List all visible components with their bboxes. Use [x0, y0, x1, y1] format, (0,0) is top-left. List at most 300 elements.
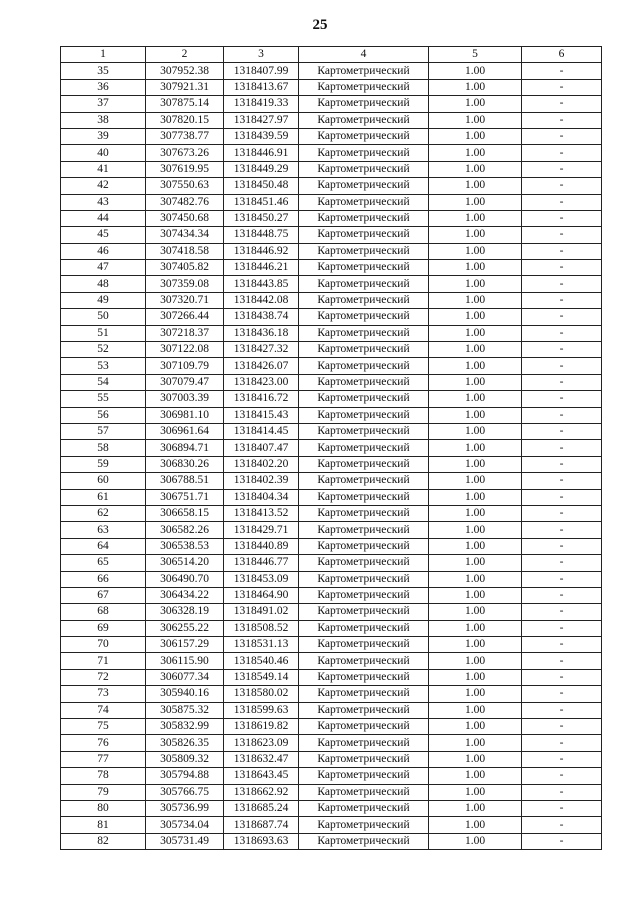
table-cell: 306894.71	[146, 440, 224, 456]
table-cell: 54	[61, 374, 146, 390]
table-cell: 77	[61, 751, 146, 767]
table-cell: 307820.15	[146, 112, 224, 128]
table-cell: -	[522, 161, 602, 177]
table-cell: 50	[61, 309, 146, 325]
table-cell: Картометрический	[299, 325, 429, 341]
table-row	[61, 669, 602, 685]
table-cell: 1318439.59	[224, 128, 299, 144]
table-cell: -	[522, 768, 602, 784]
table-cell: 307359.08	[146, 276, 224, 292]
table-cell: 71	[61, 653, 146, 669]
table-cell: Картометрический	[299, 719, 429, 735]
table-cell: 1.00	[429, 96, 522, 112]
table-cell: 1318446.21	[224, 260, 299, 276]
table-row	[61, 128, 602, 144]
table-cell: -	[522, 571, 602, 587]
table-cell: 306658.15	[146, 505, 224, 521]
table-cell: -	[522, 833, 602, 849]
table-cell: 1318623.09	[224, 735, 299, 751]
table-cell: 1.00	[429, 817, 522, 833]
table-cell: -	[522, 555, 602, 571]
table-cell: Картометрический	[299, 702, 429, 718]
table-cell: 1318414.45	[224, 423, 299, 439]
table-row	[61, 833, 602, 849]
table-cell: -	[522, 342, 602, 358]
table-cell: 1318448.75	[224, 227, 299, 243]
table-cell: 1.00	[429, 702, 522, 718]
table-cell: 1318446.92	[224, 243, 299, 259]
table-cell: 64	[61, 538, 146, 554]
table-cell: -	[522, 276, 602, 292]
table-cell: 1318491.02	[224, 604, 299, 620]
table-cell: 1318442.08	[224, 292, 299, 308]
table-cell: 1.00	[429, 735, 522, 751]
table-cell: 307952.38	[146, 63, 224, 79]
table-row	[61, 555, 602, 571]
table-cell: -	[522, 505, 602, 521]
table-row	[61, 194, 602, 210]
table-cell: 80	[61, 800, 146, 816]
table-cell: Картометрический	[299, 669, 429, 685]
table-cell: 1.00	[429, 669, 522, 685]
table-cell: 1318540.46	[224, 653, 299, 669]
table-row	[61, 637, 602, 653]
table-cell: 1318427.97	[224, 112, 299, 128]
table-cell: Картометрический	[299, 555, 429, 571]
table-row	[61, 719, 602, 735]
table-cell: 51	[61, 325, 146, 341]
table-cell: 307122.08	[146, 342, 224, 358]
table-cell: 1.00	[429, 391, 522, 407]
table-cell: 307418.58	[146, 243, 224, 259]
table-cell: 305731.49	[146, 833, 224, 849]
table-cell: 307738.77	[146, 128, 224, 144]
column-header: 5	[429, 47, 522, 63]
table-cell: -	[522, 538, 602, 554]
table-cell: 1.00	[429, 555, 522, 571]
table-row	[61, 505, 602, 521]
table-cell: Картометрический	[299, 473, 429, 489]
table-cell: 1318407.47	[224, 440, 299, 456]
table-cell: -	[522, 686, 602, 702]
table-row	[61, 702, 602, 718]
table-cell: 305794.88	[146, 768, 224, 784]
table-cell: Картометрический	[299, 620, 429, 636]
table-cell: Картометрический	[299, 735, 429, 751]
table-row	[61, 456, 602, 472]
table-row	[61, 178, 602, 194]
table-cell: 307875.14	[146, 96, 224, 112]
table-cell: 72	[61, 669, 146, 685]
table-cell: Картометрический	[299, 751, 429, 767]
table-cell: 63	[61, 522, 146, 538]
table-cell: 1318662.92	[224, 784, 299, 800]
table-cell: -	[522, 227, 602, 243]
column-header: 1	[61, 47, 146, 63]
table-cell: Картометрический	[299, 79, 429, 95]
table-cell: 44	[61, 210, 146, 226]
table-cell: 39	[61, 128, 146, 144]
table-cell: 1318404.34	[224, 489, 299, 505]
table-cell: Картометрический	[299, 423, 429, 439]
table-cell: 305832.99	[146, 719, 224, 735]
table-cell: 1318643.45	[224, 768, 299, 784]
table-cell: 1.00	[429, 637, 522, 653]
table-cell: Картометрический	[299, 292, 429, 308]
table-cell: 1.00	[429, 325, 522, 341]
table-cell: -	[522, 751, 602, 767]
table-cell: 307673.26	[146, 145, 224, 161]
table-cell: 307434.34	[146, 227, 224, 243]
table-cell: -	[522, 817, 602, 833]
table-cell: Картометрический	[299, 833, 429, 849]
table-cell: Картометрический	[299, 407, 429, 423]
table-cell: 1.00	[429, 686, 522, 702]
table-cell: 1318423.00	[224, 374, 299, 390]
table-cell: 307482.76	[146, 194, 224, 210]
table-row	[61, 686, 602, 702]
table-cell: 48	[61, 276, 146, 292]
table-cell: 1.00	[429, 440, 522, 456]
table-row	[61, 473, 602, 489]
table-cell: 70	[61, 637, 146, 653]
table-cell: Картометрический	[299, 276, 429, 292]
table-cell: 41	[61, 161, 146, 177]
table-row	[61, 260, 602, 276]
table-cell: Картометрический	[299, 128, 429, 144]
table-cell: 307079.47	[146, 374, 224, 390]
table-cell: 1318402.20	[224, 456, 299, 472]
table-cell: 1318464.90	[224, 587, 299, 603]
table-cell: Картометрический	[299, 686, 429, 702]
table-cell: 1.00	[429, 112, 522, 128]
table-row	[61, 391, 602, 407]
table-cell: -	[522, 309, 602, 325]
table-cell: 307405.82	[146, 260, 224, 276]
table-cell: 76	[61, 735, 146, 751]
table-cell: 1318427.32	[224, 342, 299, 358]
table-cell: Картометрический	[299, 587, 429, 603]
table-cell: 1318436.18	[224, 325, 299, 341]
table-cell: 1.00	[429, 620, 522, 636]
table-cell: 1318531.13	[224, 637, 299, 653]
table-cell: 67	[61, 587, 146, 603]
table-cell: -	[522, 653, 602, 669]
table-cell: Картометрический	[299, 260, 429, 276]
table-cell: 307003.39	[146, 391, 224, 407]
table-cell: 75	[61, 719, 146, 735]
table-row	[61, 751, 602, 767]
table-cell: 65	[61, 555, 146, 571]
table-row	[61, 620, 602, 636]
table-cell: 307619.95	[146, 161, 224, 177]
table-cell: 1318446.91	[224, 145, 299, 161]
table-cell: -	[522, 800, 602, 816]
table-cell: -	[522, 260, 602, 276]
table-cell: 305826.35	[146, 735, 224, 751]
table-cell: -	[522, 784, 602, 800]
table-cell: 1318549.14	[224, 669, 299, 685]
table-cell: 1318440.89	[224, 538, 299, 554]
column-header: 2	[146, 47, 224, 63]
table-cell: 1.00	[429, 292, 522, 308]
table-cell: -	[522, 669, 602, 685]
table-cell: 1318580.02	[224, 686, 299, 702]
table-cell: 1.00	[429, 227, 522, 243]
table-row	[61, 587, 602, 603]
table-cell: 1.00	[429, 833, 522, 849]
table-cell: 1318685.24	[224, 800, 299, 816]
table-cell: 1318426.07	[224, 358, 299, 374]
table-row	[61, 358, 602, 374]
table-cell: 1318415.43	[224, 407, 299, 423]
table-cell: 305875.32	[146, 702, 224, 718]
table-row	[61, 96, 602, 112]
table-cell: 1.00	[429, 571, 522, 587]
table-cell: 306328.19	[146, 604, 224, 620]
table-cell: -	[522, 358, 602, 374]
table-cell: 59	[61, 456, 146, 472]
table-cell: 1.00	[429, 423, 522, 439]
table-cell: 1.00	[429, 719, 522, 735]
table-cell: 36	[61, 79, 146, 95]
table-row	[61, 112, 602, 128]
table-cell: 1.00	[429, 768, 522, 784]
table-cell: 1.00	[429, 456, 522, 472]
table-cell: -	[522, 587, 602, 603]
table-row	[61, 63, 602, 79]
table-cell: 62	[61, 505, 146, 521]
table-cell: 1.00	[429, 587, 522, 603]
table-cell: 306157.29	[146, 637, 224, 653]
table-cell: 1.00	[429, 489, 522, 505]
table-cell: 1.00	[429, 522, 522, 538]
table-cell: 1.00	[429, 538, 522, 554]
table-cell: 307320.71	[146, 292, 224, 308]
table-cell: 37	[61, 96, 146, 112]
table-cell: 1318413.67	[224, 79, 299, 95]
table-cell: -	[522, 79, 602, 95]
table-cell: Картометрический	[299, 637, 429, 653]
table-cell: Картометрический	[299, 440, 429, 456]
table-cell: 1318619.82	[224, 719, 299, 735]
table-cell: 49	[61, 292, 146, 308]
table-cell: 73	[61, 686, 146, 702]
table-cell: 1.00	[429, 194, 522, 210]
table-cell: Картометрический	[299, 112, 429, 128]
table-cell: 1.00	[429, 243, 522, 259]
table-cell: 69	[61, 620, 146, 636]
table-cell: -	[522, 489, 602, 505]
table-cell: 1318693.63	[224, 833, 299, 849]
table-cell: 1.00	[429, 374, 522, 390]
table-cell: Картометрический	[299, 227, 429, 243]
table-cell: 305734.04	[146, 817, 224, 833]
table-cell: Картометрический	[299, 571, 429, 587]
table-cell: 1.00	[429, 505, 522, 521]
table-cell: 1.00	[429, 161, 522, 177]
table-cell: -	[522, 325, 602, 341]
table-cell: 307921.31	[146, 79, 224, 95]
table-row	[61, 489, 602, 505]
table-cell: 1318443.85	[224, 276, 299, 292]
table-cell: Картометрический	[299, 505, 429, 521]
table-cell: -	[522, 456, 602, 472]
table-cell: 306255.22	[146, 620, 224, 636]
table-row	[61, 653, 602, 669]
table-cell: Картометрический	[299, 178, 429, 194]
table-row	[61, 604, 602, 620]
table-row	[61, 374, 602, 390]
table-cell: -	[522, 292, 602, 308]
table-cell: Картометрический	[299, 210, 429, 226]
table-cell: -	[522, 112, 602, 128]
table-cell: 306751.71	[146, 489, 224, 505]
table-row	[61, 735, 602, 751]
table-cell: 1318450.48	[224, 178, 299, 194]
table-cell: 1.00	[429, 79, 522, 95]
table-cell: 305766.75	[146, 784, 224, 800]
table-cell: -	[522, 604, 602, 620]
table-cell: 74	[61, 702, 146, 718]
table-cell: 305809.32	[146, 751, 224, 767]
table-cell: -	[522, 128, 602, 144]
table-cell: -	[522, 145, 602, 161]
table-cell: -	[522, 407, 602, 423]
column-header: 6	[522, 47, 602, 63]
table-cell: -	[522, 637, 602, 653]
table-cell: -	[522, 735, 602, 751]
table-cell: Картометрический	[299, 768, 429, 784]
table-row	[61, 768, 602, 784]
table-cell: 81	[61, 817, 146, 833]
table-cell: 305940.16	[146, 686, 224, 702]
table-cell: 306115.90	[146, 653, 224, 669]
table-cell: -	[522, 702, 602, 718]
table-cell: 1.00	[429, 653, 522, 669]
table-cell: 1318413.52	[224, 505, 299, 521]
table-cell: 1318632.47	[224, 751, 299, 767]
table-cell: 307550.63	[146, 178, 224, 194]
table-cell: 1.00	[429, 358, 522, 374]
table-cell: 46	[61, 243, 146, 259]
table-cell: Картометрический	[299, 784, 429, 800]
table-cell: Картометрический	[299, 456, 429, 472]
table-cell: 55	[61, 391, 146, 407]
table-cell: 79	[61, 784, 146, 800]
table-cell: 53	[61, 358, 146, 374]
column-header: 4	[299, 47, 429, 63]
table-row	[61, 407, 602, 423]
table-cell: 1.00	[429, 128, 522, 144]
table-cell: 56	[61, 407, 146, 423]
table-row	[61, 276, 602, 292]
table-cell: -	[522, 391, 602, 407]
table-header-row	[61, 47, 602, 63]
table-cell: 38	[61, 112, 146, 128]
table-cell: -	[522, 620, 602, 636]
table-cell: -	[522, 178, 602, 194]
table-row	[61, 817, 602, 833]
table-cell: Картометрический	[299, 522, 429, 538]
table-cell: 307450.68	[146, 210, 224, 226]
table-cell: Картометрический	[299, 63, 429, 79]
table-row	[61, 342, 602, 358]
table-row	[61, 309, 602, 325]
table-cell: Картометрический	[299, 342, 429, 358]
table-cell: 306077.34	[146, 669, 224, 685]
table-cell: 1318416.72	[224, 391, 299, 407]
table-row	[61, 227, 602, 243]
table-row	[61, 79, 602, 95]
table-cell: 307266.44	[146, 309, 224, 325]
table-cell: 66	[61, 571, 146, 587]
table-cell: 306981.10	[146, 407, 224, 423]
table-row	[61, 243, 602, 259]
table-cell: Картометрический	[299, 800, 429, 816]
table-cell: 306514.20	[146, 555, 224, 571]
table-cell: 1318402.39	[224, 473, 299, 489]
table-cell: 61	[61, 489, 146, 505]
table-cell: Картометрический	[299, 358, 429, 374]
table-cell: 1.00	[429, 210, 522, 226]
table-cell: 306830.26	[146, 456, 224, 472]
table-cell: 1.00	[429, 473, 522, 489]
table-cell: 1.00	[429, 309, 522, 325]
table-cell: Картометрический	[299, 653, 429, 669]
table-row	[61, 538, 602, 554]
table-row	[61, 292, 602, 308]
table-cell: -	[522, 522, 602, 538]
table-cell: -	[522, 473, 602, 489]
table-cell: 52	[61, 342, 146, 358]
table-cell: 1.00	[429, 63, 522, 79]
table-cell: 306434.22	[146, 587, 224, 603]
table-cell: 68	[61, 604, 146, 620]
table-row	[61, 800, 602, 816]
table-cell: Картометрический	[299, 538, 429, 554]
table-cell: 1318453.09	[224, 571, 299, 587]
table-cell: 306788.51	[146, 473, 224, 489]
table-cell: 57	[61, 423, 146, 439]
table-cell: 306961.64	[146, 423, 224, 439]
table-cell: Картометрический	[299, 161, 429, 177]
table-cell: 35	[61, 63, 146, 79]
table-cell: 1318599.63	[224, 702, 299, 718]
table-cell: 40	[61, 145, 146, 161]
table-cell: 1.00	[429, 407, 522, 423]
table-cell: 45	[61, 227, 146, 243]
table-cell: -	[522, 423, 602, 439]
column-header: 3	[224, 47, 299, 63]
table-cell: 1.00	[429, 800, 522, 816]
table-cell: 1318450.27	[224, 210, 299, 226]
table-cell: -	[522, 63, 602, 79]
table-cell: 1318446.77	[224, 555, 299, 571]
table-cell: 1318451.46	[224, 194, 299, 210]
page-number: 25	[312, 17, 328, 33]
coordinates-table	[60, 46, 602, 850]
table-cell: 1318508.52	[224, 620, 299, 636]
table-row	[61, 440, 602, 456]
table-cell: 1.00	[429, 145, 522, 161]
table-cell: 1.00	[429, 342, 522, 358]
table-cell: 1318687.74	[224, 817, 299, 833]
table-cell: 305736.99	[146, 800, 224, 816]
table-cell: Картометрический	[299, 604, 429, 620]
table-cell: 307109.79	[146, 358, 224, 374]
table-cell: 1.00	[429, 751, 522, 767]
